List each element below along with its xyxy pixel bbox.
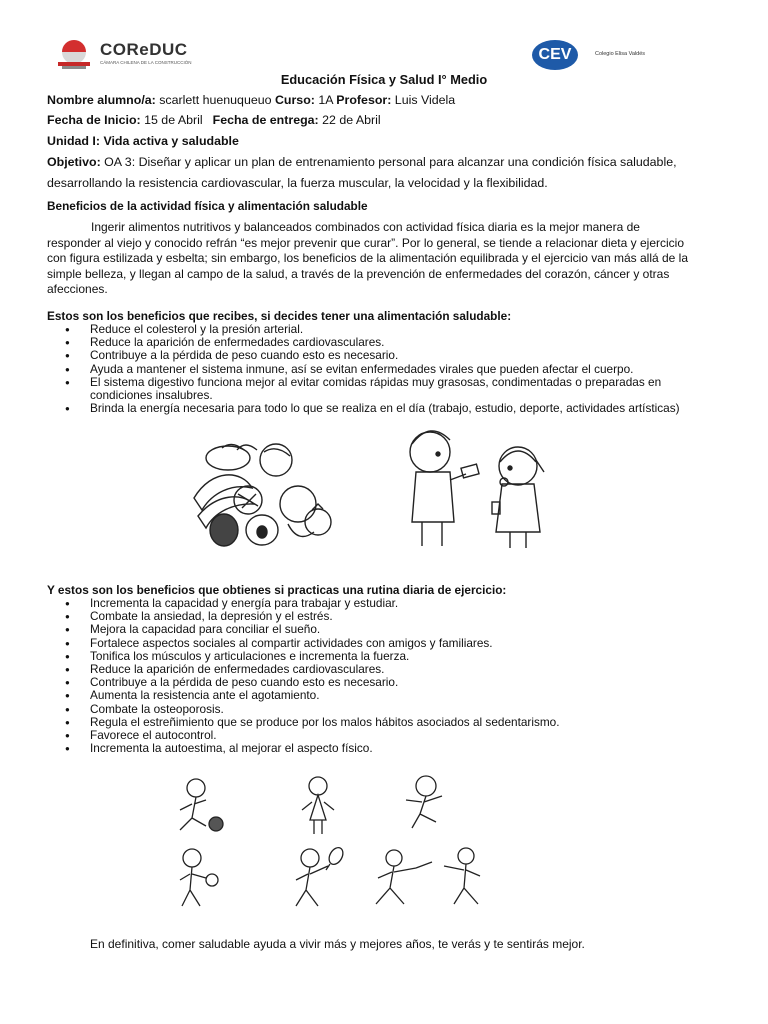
sports-figures-icon: [150, 770, 490, 930]
exercise-heading: Y estos son los beneficios que obtienes si practicas una rutina diaria de ejercicio:: [47, 583, 507, 597]
exercise-benefits-list: [63, 597, 560, 755]
list-item: ● Reduce la aparición de enfermedades cardiovasculares.: [63, 663, 560, 676]
list-item: ● Favorece el autocontrol.: [63, 729, 560, 742]
fruits-icon: [192, 438, 342, 548]
para-line: afecciones.: [47, 282, 108, 297]
list-item: ● Reduce el colesterol y la presión arterial.: [63, 323, 680, 336]
list-item: ● Regula el estreñimiento que se produce por los malos hábitos asociados al sedentarismo.: [63, 716, 560, 729]
list-item: ● Contribuye a la pérdida de peso cuando esto es necesario.: [63, 676, 560, 689]
closing-sentence: En definitiva, comer saludable ayuda a vivir más y mejores años, te verás y te sentirás mejor.: [90, 937, 585, 951]
para-line: simple belleza, y llegan al campo de la salud, a través de la prevención de enfermedades del corazón, cáncer y otras: [47, 266, 670, 281]
coreduc-logo: [48, 36, 208, 72]
course-label: Curso:: [274, 93, 315, 107]
para-line: Ingerir alimentos nutritivos y balanceados combinados con actividad física diaria es la mejor manera de: [91, 220, 640, 234]
teacher-value: Luis Videla: [391, 93, 456, 107]
list-item: ● Incrementa la capacidad y energía para trabajar y estudiar.: [63, 597, 560, 610]
student-line: [47, 93, 455, 107]
children-drinking-illustration: [400, 422, 560, 552]
list-item: ● Mejora la capacidad para conciliar el sueño.: [63, 623, 560, 636]
dates-line: [47, 113, 381, 127]
student-label: Nombre alumno/a:: [47, 93, 156, 107]
list-item: ● Incrementa la autoestima, al mejorar el aspecto físico.: [63, 742, 560, 755]
fruits-vegetables-illustration: [192, 438, 342, 548]
start-label: Fecha de Inicio:: [47, 113, 141, 127]
para-line: con figura estilizada y esbelta; sin embargo, los beneficios de la alimentación equilibrada y el ejercicio van más allá de la: [47, 251, 689, 266]
due-label: Fecha de entrega:: [212, 113, 319, 127]
list-item: ● Reduce la aparición de enfermedades cardiovasculares.: [63, 336, 680, 349]
cev-logo: [532, 40, 662, 72]
food-heading: Estos son los beneficios que recibes, si decides tener una alimentación saludable:: [47, 309, 512, 323]
list-item: ● Combate la osteoporosis.: [63, 703, 560, 716]
cev-emblem: CEV: [532, 40, 578, 70]
objective-text-1: OA 3: Diseñar y aplicar un plan de entrenamiento personal para alcanzar una condición física saludable,: [100, 155, 677, 169]
course-value: 1A: [314, 93, 337, 107]
list-item: ● Ayuda a mantener el sistema inmune, así se evitan enfermedades virales que pueden afectar el cuerpo.: [63, 363, 680, 376]
list-item: ● Contribuye a la pérdida de peso cuando esto es necesario.: [63, 349, 680, 362]
section-heading: Beneficios de la actividad física y alimentación saludable: [47, 199, 368, 213]
page-title: Educación Física y Salud I° Medio: [280, 72, 488, 87]
objective-line-2: desarrollando la resistencia cardiovascular, la fuerza muscular, la velocidad y la flexibilidad.: [47, 176, 548, 190]
objective-line-1: [47, 155, 677, 169]
cev-subtitle: Colegio Elisa Valdés: [595, 51, 646, 57]
list-item-continuation: condiciones insalubres.: [90, 388, 213, 403]
coreduc-subtitle: CÁMARA CHILENA DE LA CONSTRUCCIÓN: [100, 60, 192, 65]
list-item: ● Brinda la energía necesaria para todo lo que se realiza en el día (trabajo, estudio, deporte, actividades artísticas): [63, 402, 680, 415]
list-item: ● Tonifica los músculos y articulaciones e incrementa la fuerza.: [63, 650, 560, 663]
list-item: ● El sistema digestivo funciona mejor al evitar comidas rápidas muy grasosas, condimentadas o preparadas en: [63, 376, 680, 389]
unit-heading: Unidad I: Vida activa y saludable: [47, 134, 239, 148]
sports-illustrations: [150, 770, 490, 930]
list-item: ● Aumenta la resistencia ante el agotamiento.: [63, 689, 560, 702]
coreduc-wordmark: COReDUC: [100, 40, 188, 59]
start-value: 15 de Abril: [140, 113, 203, 127]
objective-label: Objetivo:: [47, 155, 101, 169]
due-value: 22 de Abril: [318, 113, 381, 127]
food-benefits-list: [63, 323, 680, 415]
teacher-label: Profesor:: [336, 93, 392, 107]
para-line: responder al viejo y conocido refrán “es mejor prevenir que curar”. Por lo general, se tiende a relacionar dieta y ejercicio: [47, 235, 684, 250]
children-icon: [400, 422, 560, 552]
list-item: ● Combate la ansiedad, la depresión y el estrés.: [63, 610, 560, 623]
student-value: scarlett huenuqueuo: [155, 93, 275, 107]
intro-paragraph: [47, 220, 727, 298]
list-item: ● Fortalece aspectos sociales al compartir actividades con amigos y familiares.: [63, 637, 560, 650]
